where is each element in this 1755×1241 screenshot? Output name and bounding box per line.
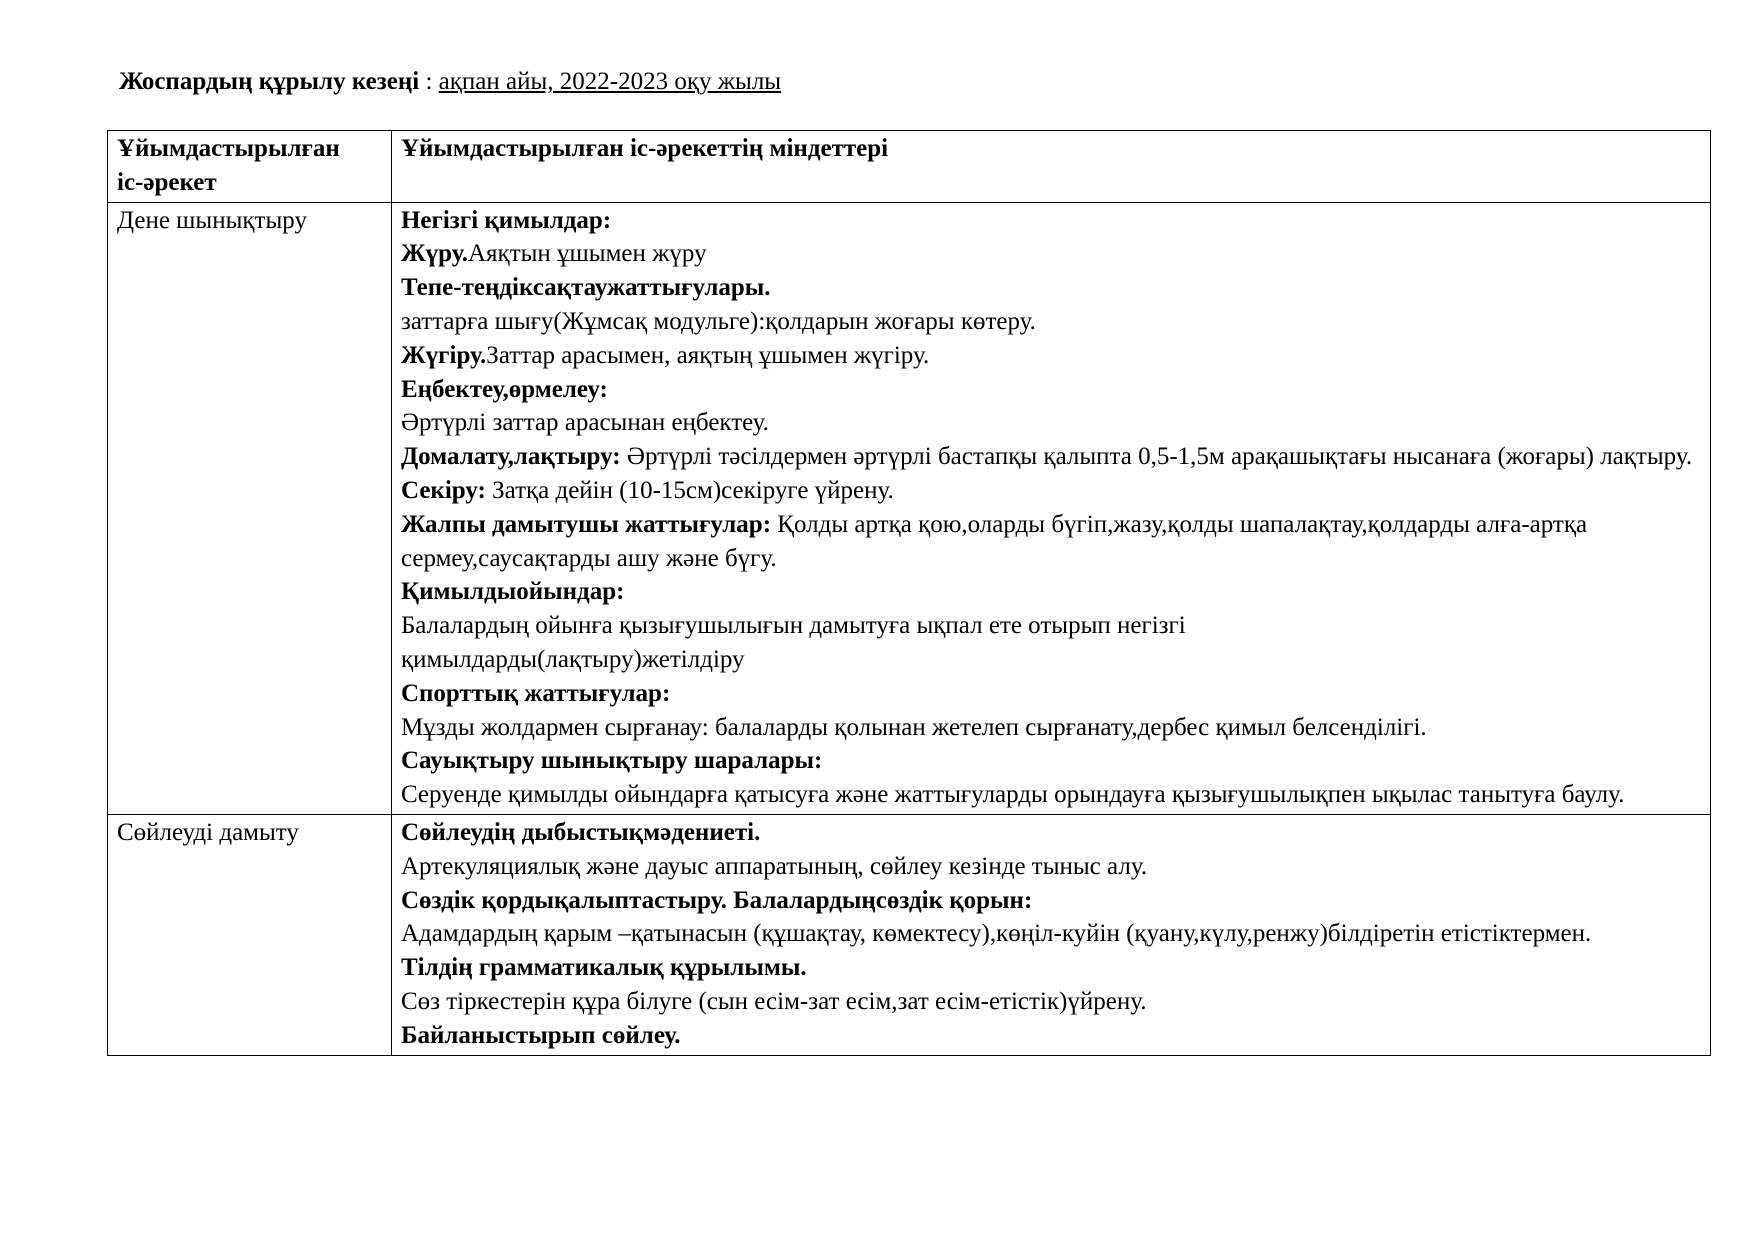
task-line — [401, 474, 1702, 508]
task-line-text: Мұзды жолдармен сырғанау: балаларды қолынан жетелеп сырғанату,дербес қимыл белсенділігі. — [400, 713, 1427, 741]
task-line-bold: Спорттық жаттығулар: — [400, 679, 671, 707]
task-line — [401, 816, 1702, 850]
task-line — [401, 373, 1702, 407]
task-line-text: заттарға шығу(Жұмсақ модульге):қолдарын жоғары көтеру. — [400, 307, 1036, 335]
task-line-text: Әртүрлі тәсілдермен әртүрлі бастапқы қалыпта 0,5-1,5м арақашықтағы нысанаға (жоғары) лақтыру. — [626, 443, 1693, 471]
task-line — [401, 406, 1702, 440]
task-line — [401, 711, 1702, 745]
task-line-bold: Тепе-теңдіксақтаужаттығулары. — [400, 274, 771, 302]
task-line-text: қимылдарды(лақтыру)жетілдіру — [400, 645, 745, 673]
task-line — [401, 850, 1702, 884]
task-line — [401, 643, 1702, 677]
activity-cell: Дене шынықтыру — [108, 202, 392, 814]
task-line — [401, 917, 1702, 951]
table-header-row — [108, 131, 1711, 203]
tasks-cell — [391, 814, 1710, 1055]
task-line-text: Заттар арасымен, аяқтың ұшымен жүгіру. — [486, 341, 930, 369]
task-line-text: Адамдардың қарым –қатынасын (құшақтау, көмектесу),көңіл-куйін (қуану,күлу,ренжу)білдіретін етістіктермен. — [400, 920, 1592, 948]
task-line-bold: Тілдің грамматикалық құрылымы. — [400, 954, 807, 982]
task-line-text: Аяқтын ұшымен жүру — [468, 240, 707, 268]
task-line-text: Сөз тіркестерін құра білуге (сын есім-зат есім,зат есім-етістік)үйрену. — [400, 987, 1147, 1015]
task-line-text: Балалардың ойынға қызығушылығын дамытуға ықпал ете отырып негізгі — [400, 612, 1186, 640]
task-line-text: Серуенде қимылды ойындарға қатысуға және жаттығуларды орындауға қызығушылықпен ықылас танытуға баулу. — [400, 781, 1625, 809]
task-line — [401, 951, 1702, 985]
activity-cell: Сөйлеуді дамыту — [108, 814, 392, 1055]
task-line-bold: Жүгіру. — [400, 341, 487, 369]
task-line — [401, 508, 1702, 576]
task-line-bold: Сөздік қордықалыптастыру. Балалардыңсөздік қорын: — [400, 886, 1033, 914]
table-row — [108, 814, 1711, 1055]
task-line — [401, 339, 1702, 373]
task-line-text: Қолды артқа қою,оларды бүгіп,жазу,қолды шапалақтау,қолдарды алға-артқа сермеу,саусақтарды ашу және бүгу. — [400, 510, 1588, 572]
task-line-text: Артекуляциялық және дауыс аппаратының, сөйлеу кезінде тыныс алу. — [400, 852, 1148, 880]
task-line-bold: Сөйлеудің дыбыстықмәдениеті. — [400, 818, 761, 846]
task-line-bold: Еңбектеу,өрмелеу: — [400, 375, 608, 403]
task-line-bold: Жүру. — [400, 240, 468, 268]
task-line-bold: Секіру: — [400, 476, 493, 504]
task-line-bold: Домалату,лақтыру: — [400, 443, 627, 471]
plan-period-label: Жоспардың құрылу кезеңі — [119, 68, 420, 95]
plan-period-heading — [119, 66, 781, 98]
task-line-bold: Негізгі қимылдар: — [400, 206, 612, 234]
task-line — [401, 305, 1702, 339]
task-line — [401, 778, 1702, 812]
task-line — [401, 271, 1702, 305]
header-activity-line2: іс-әрекет — [117, 168, 217, 196]
task-line — [401, 204, 1702, 238]
plan-period-value: ақпан айы, 2022-2023 оқу жылы — [438, 68, 782, 95]
tasks-cell — [391, 202, 1710, 814]
task-line-bold: Жалпы дамытушы жаттығулар: — [400, 510, 778, 538]
header-activity-line1: Ұйымдастырылған — [117, 135, 340, 162]
task-line-text: Затқа дейін (10-15см)секіруге үйрену. — [492, 476, 894, 504]
table-row — [108, 202, 1711, 814]
table-body — [108, 202, 1711, 1055]
header-tasks: Ұйымдастырылған іс-әрекеттің міндеттері — [391, 131, 1710, 203]
task-line — [401, 575, 1702, 609]
task-line — [401, 985, 1702, 1019]
task-line-bold: Қимылдыойындар: — [400, 578, 625, 606]
task-line-text: Әртүрлі заттар арасынан еңбектеу. — [400, 409, 769, 437]
task-line-bold: Сауықтыру шынықтыру шаралары: — [400, 747, 823, 775]
activity-plan-table — [107, 130, 1711, 1056]
header-activity — [108, 131, 392, 203]
plan-period-separator: : — [419, 68, 439, 95]
task-line — [401, 440, 1702, 474]
task-line-bold: Байланыстырып сөйлеу. — [400, 1021, 681, 1049]
task-line — [401, 744, 1702, 778]
task-line — [401, 1019, 1702, 1053]
task-line — [401, 884, 1702, 918]
task-line — [401, 609, 1702, 643]
task-line — [401, 237, 1702, 271]
task-line — [401, 677, 1702, 711]
